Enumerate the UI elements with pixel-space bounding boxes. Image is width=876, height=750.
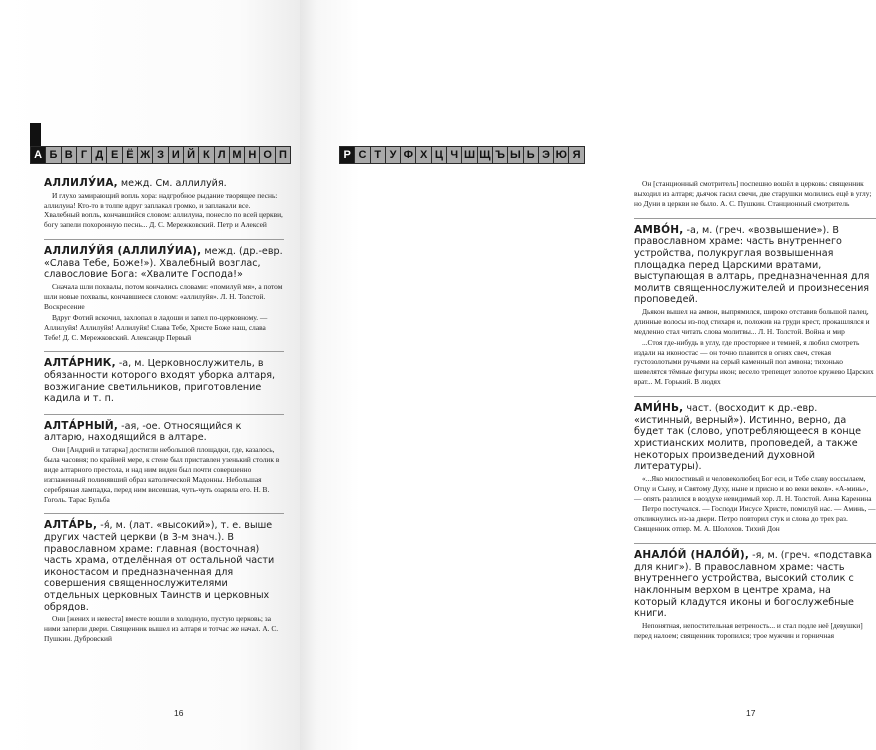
right-column: [634, 178, 876, 641]
citation: Сначала шли похвалы, потом кончались словами: «помилуй мя», а потом шли новые похвалы, кончавшиеся словом: «аллилуйя». Л. Н. Толстой. Воскресение: [44, 282, 283, 311]
alphabet-letter: Ш: [461, 146, 477, 164]
headword: АЛЛИЛУ́ЙЯ (АЛЛИЛУ́ИА),: [44, 245, 202, 258]
entry-heading: [44, 520, 284, 613]
dictionary-entry: [44, 246, 284, 342]
entry-heading: [44, 246, 284, 281]
citation: «...Яко милостивый и человеколюбец Бог еси, и Тебе славу воссылаем, Отцу и Сыну, и Святому Духу, ныне и присно и во веки веков». «А-минь», — опять разлился в воздухе невидимый хор. Л. Н. Толстой. Анна Каренина: [634, 473, 872, 503]
definition: -я́, м. (лат. «высокий»), т. е. выше других частей церкви (в 3-м знач.). В православном храме: главная (восточная) часть храма, отделённая от остальной части иконостасом и предназначенная для совершения священнослужителями отдельных церковных Таинств и церковных обрядов.: [44, 520, 275, 613]
dictionary-entry: [634, 179, 876, 209]
alphabet-letter: Ы: [507, 146, 523, 164]
left-page: [0, 0, 300, 750]
citation: Они [жених и невеста] вместе вошли в холодную, пустую церковь; за ними заперли двери. Священник вышел из алтаря и тотчас же начал. А. С. Пушкин. Дубровский: [44, 614, 279, 643]
definition: -а, м. Церковнослужитель, в обязанности которого входят уборка алтаря, возжигание светильников, приготовление кадила и т. п.: [44, 358, 276, 405]
alphabet-letter: Л: [214, 146, 230, 164]
citation: И глухо замирающий вопль хора: надгробное рыдание творящее песнь: аллилуиа! Кто-то в толпе вдруг заплакал громко, и заплакали все. Хвалебный вопль, кончавшийся словом: аллилуиа, понесло по всей церкви, богу запели похоронную песнь... Д. С. Мережковский. Петр и Алексей: [44, 190, 283, 230]
section-marker: [30, 123, 41, 146]
entry-heading: [44, 178, 284, 190]
entry-divider: [44, 414, 284, 415]
dictionary-entry: [44, 421, 284, 505]
alphabet-letter: Ж: [137, 146, 153, 164]
definition: межд. (др.-евр. «Слава Тебе, Боже!»). Хвалебный возглас, славословие Бога: «Хвалите Господа!»: [44, 246, 283, 281]
headword: АЛТА́РНИК,: [44, 357, 116, 370]
definition: -а, м. (греч. «возвышение»). В православном храме: часть внутреннего устройства, полукруглая возвышенная площадка перед Царскими вратами, выступающая в алтарь, предназначенная для молитв священнослужителей и произнесения проповедей.: [634, 224, 870, 306]
alphabet-letter: Ь: [523, 146, 539, 164]
alphabet-letter: У: [385, 146, 401, 164]
alphabet-letter: Ё: [122, 146, 138, 164]
citation: ...Стоя где-нибудь в углу, где просторнее и темней, я любил смотреть издали на иконостас — он точно плавится в огнях свеч, стекая густозолотыми ручьями на серый каменный пол амвона; тихонько шевелятся тёмные фигуры икон; весело трепещет золотое кружево Царских врат... М. Горький. В людях: [634, 337, 874, 387]
alphabet-index-right: [339, 146, 584, 164]
left-column: [44, 178, 284, 644]
citation: Он [станционный смотритель] поспешно вошёл в церковь: священник выходил из алтаря; дьячок гасил свечи, две старушки молились ещё в углу; но Дуни в церкви не было. А. С. Пушкин. Станционный смотритель: [634, 179, 872, 208]
alphabet-letter: Г: [76, 146, 92, 164]
alphabet-letter: Щ: [477, 146, 493, 164]
alphabet-letter: Д: [91, 146, 107, 164]
alphabet-letter: Н: [244, 146, 260, 164]
definition: част. (восходит к др.-евр. «истинный, верный»). Истинно, верно, да будет так (слово, употребляющееся в конце христианских молитв, проповедей, а также некоторых произведений духовной литературы).: [634, 403, 862, 473]
entry-divider: [634, 396, 876, 397]
entry-divider: [44, 513, 284, 514]
entry-divider: [44, 351, 284, 352]
definition: -я, м. (греч. «подставка для книг»). В православном храме: часть внутреннего устройства, высокий столик с наклонным верхом в центре храма, на который кладутся иконы и богослужебные книги.: [634, 550, 873, 620]
entry-divider: [44, 239, 284, 240]
dictionary-entry: [634, 225, 876, 387]
alphabet-letter: Ъ: [492, 146, 508, 164]
alphabet-letter: О: [259, 146, 275, 164]
alphabet-letter: В: [61, 146, 77, 164]
alphabet-letter: Э: [538, 146, 554, 164]
headword: АЛТА́РЬ,: [44, 519, 98, 532]
alphabet-letter: Й: [183, 146, 199, 164]
alphabet-index-left: [30, 146, 290, 164]
headword: АМИ́НЬ,: [634, 402, 684, 415]
alphabet-letter: Я: [568, 146, 584, 164]
headword: АМВО́Н,: [634, 223, 684, 236]
dictionary-entry: [44, 178, 284, 230]
alphabet-letter: Ч: [446, 146, 462, 164]
right-page: [300, 0, 876, 750]
alphabet-letter: Т: [370, 146, 386, 164]
dictionary-entry: [634, 550, 876, 640]
entry-divider: [634, 218, 876, 219]
entry-heading: [634, 225, 876, 306]
alphabet-letter: Б: [45, 146, 61, 164]
entry-divider: [634, 543, 876, 544]
alphabet-letter: С: [354, 146, 370, 164]
alphabet-letter: П: [275, 146, 291, 164]
headword: АЛТА́РНЫЙ,: [44, 419, 119, 432]
citation: Дьякон вышел на амвон, выпрямился, широко отставив большой палец, длинные волосы из-под стихаря и, положив на груди крест, прокашлялся и медленно стал читать слова молитвы... Л. Н. Толстой. Война и мир: [634, 306, 870, 336]
alphabet-letter: М: [229, 146, 245, 164]
entry-heading: [634, 403, 876, 473]
alphabet-letter: И: [168, 146, 184, 164]
headword: АНАЛО́Й (НАЛО́Й),: [634, 549, 750, 562]
alphabet-letter: Х: [415, 146, 431, 164]
alphabet-letter: Ф: [400, 146, 416, 164]
definition: -ая, -ое. Относящийся к алтарю, находящийся в алтаре.: [44, 420, 242, 444]
alphabet-letter: К: [198, 146, 214, 164]
citation: Вдруг Фотий вскочил, захлопал в ладоши и запел по-церковному. — Аллилуйя! Аллилуйя! Аллилуйя! Слава Тебе, Христе Боже наш, слава Тебе! Д. С. Мережковский. Александр Первый: [44, 312, 268, 342]
entry-heading: [44, 421, 284, 444]
alphabet-letter: Р: [339, 146, 355, 164]
citation: Непонятная, непостительная ветреность... и стал подле неё [девушки] перед налоем; священник торопился; трое мужчин и горничная: [634, 620, 863, 640]
dictionary-entry: [44, 358, 284, 404]
dictionary-entry: [44, 520, 284, 643]
citation: Петро постучался. — Господи Иисусе Христе, помилуй нас. — Аминь, — откликнулись из-за двери. Петро повторил стук и слова до трех раз. Священник отпер. М. А. Шолохов. Тихий Дон: [634, 504, 876, 534]
alphabet-letter: А: [30, 146, 46, 164]
page-number-right: 17: [746, 708, 756, 718]
alphabet-letter: Ц: [431, 146, 447, 164]
definition: межд. См. аллилуйя.: [117, 178, 227, 189]
headword: АЛЛИЛУ́ИА,: [44, 177, 118, 189]
alphabet-letter: Ю: [553, 146, 569, 164]
page-number-left: 16: [174, 708, 184, 718]
alphabet-letter: Е: [106, 146, 122, 164]
dictionary-entry: [634, 403, 876, 534]
alphabet-letter: З: [152, 146, 168, 164]
citation: Они [Андрий и татарка] достигли небольшой площадки, где, казалось, была часовня; по крайней мере, к стене был приставлен узенький столик в виде алтарного престола, и над ним виден был почти совершенно изглаженный полинявший образ католической Мадонны. Небольшая серебряная лампадка, перед ним висевшая, чуть-чуть озаряла его. Н. В. Гоголь. Тарас Бульба: [44, 445, 280, 504]
entry-heading: [44, 358, 284, 404]
entry-heading: [634, 550, 876, 620]
